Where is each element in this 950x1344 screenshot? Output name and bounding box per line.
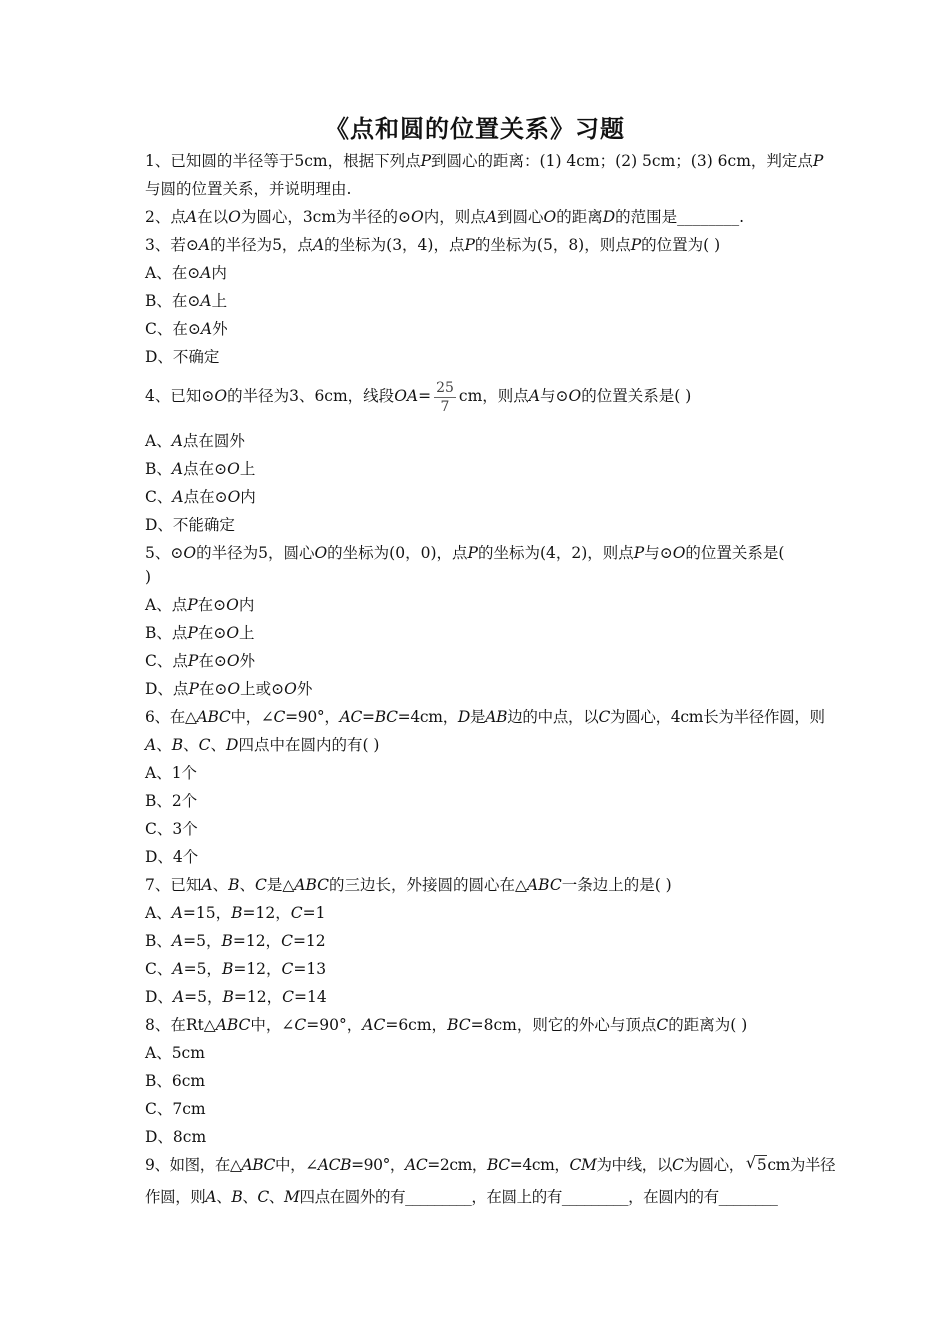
question-9-line-2: 作圆，则A、B、C、M四点在圆外的有_________，在圆上的有_________，在圆内的有________ xyxy=(145,1188,778,1206)
question-5-option-b: B、点P在⊙O上 xyxy=(145,624,255,642)
question-7-option-a: A、A=15，B=12，C=1 xyxy=(145,904,326,922)
question-5-option-c: C、点P在⊙O外 xyxy=(145,652,256,670)
question-8-stem: 8、在Rt△ABC中，∠C=90°，AC=6cm，BC=8cm，则它的外心与顶点C的距离为( ) xyxy=(145,1016,748,1034)
question-7-option-b: B、A=5，B=12，C=12 xyxy=(145,932,326,950)
question-4-option-d: D、不能确定 xyxy=(145,516,235,534)
question-5-line-1: 5、⊙O的半径为5，圆心O的坐标为(0，0)，点P的坐标为(4，2)，则点P与⊙O的位置关系是( xyxy=(145,544,785,562)
question-6-option-c: C、3个 xyxy=(145,820,198,838)
question-2: 2、点A在以O为圆心，3cm为半径的⊙O内，则点A到圆心O的距离D的范围是________. xyxy=(145,208,745,226)
question-3-option-d: D、不确定 xyxy=(145,348,220,366)
question-1-line-1: 1、已知圆的半径等于5cm，根据下列点P到圆心的距离：(1) 4cm；(2) 5cm；(3) 6cm，判定点P xyxy=(145,152,824,170)
question-4-stem: 4、已知⊙O的半径为3、6cm，线段OA= $\frac{25}{7}$ cm，则点A与⊙O的位置关系是( ) xyxy=(145,379,692,415)
question-6-line-1: 6、在△ABC中，∠C=90°，AC=BC=4cm，D是AB边的中点，以C为圆心，4cm长为半径作圆，则 xyxy=(145,708,825,726)
question-7-stem: 7、已知A、B、C是△ABC的三边长，外接圆的圆心在△ABC一条边上的是( ) xyxy=(145,876,672,894)
question-3-stem: 3、若⊙A的半径为5，点A的坐标为(3，4)，点P的坐标为(5，8)，则点P的位置为( ) xyxy=(145,236,721,254)
question-3-option-b: B、在⊙A上 xyxy=(145,292,228,310)
question-5-option-d: D、点P在⊙O上或⊙O外 xyxy=(145,680,313,698)
question-9-line-1: 9、如图，在△ABC中，∠ACB=90°，AC=2cm，BC=4cm，CM为中线，以C为圆心，√ 5cm为半径 xyxy=(145,1154,810,1176)
question-7-option-c: C、A=5，B=12，C=13 xyxy=(145,960,327,978)
question-8-option-b: B、6cm xyxy=(145,1072,206,1090)
sqrt-5: √ 5 xyxy=(746,1154,767,1176)
question-4-option-c: C、A点在⊙O内 xyxy=(145,488,256,506)
question-6-option-b: B、2个 xyxy=(145,792,198,810)
question-6-option-a: A、1个 xyxy=(145,764,198,782)
question-7-option-d: D、A=5，B=12，C=14 xyxy=(145,988,327,1006)
question-5-line-2: ) xyxy=(145,568,152,586)
question-3-option-c: C、在⊙A外 xyxy=(145,320,228,338)
question-8-option-a: A、5cm xyxy=(145,1044,205,1062)
question-8-option-c: C、7cm xyxy=(145,1100,206,1118)
question-6-option-d: D、4个 xyxy=(145,848,199,866)
question-6-line-2: A、B、C、D四点中在圆内的有( ) xyxy=(145,736,380,754)
document-title: 《点和圆的位置关系》习题 xyxy=(325,115,625,143)
question-4-option-a: A、A点在圆外 xyxy=(145,432,245,450)
question-4-option-b: B、A点在⊙O上 xyxy=(145,460,256,478)
question-5-option-a: A、点P在⊙O内 xyxy=(145,596,255,614)
question-3-option-a: A、在⊙A内 xyxy=(145,264,227,282)
fraction-25-over-7: $\frac{25}{7}$ xyxy=(436,379,454,415)
question-1-line-2: 与圆的位置关系，并说明理由. xyxy=(145,180,352,198)
question-8-option-d: D、8cm xyxy=(145,1128,207,1146)
